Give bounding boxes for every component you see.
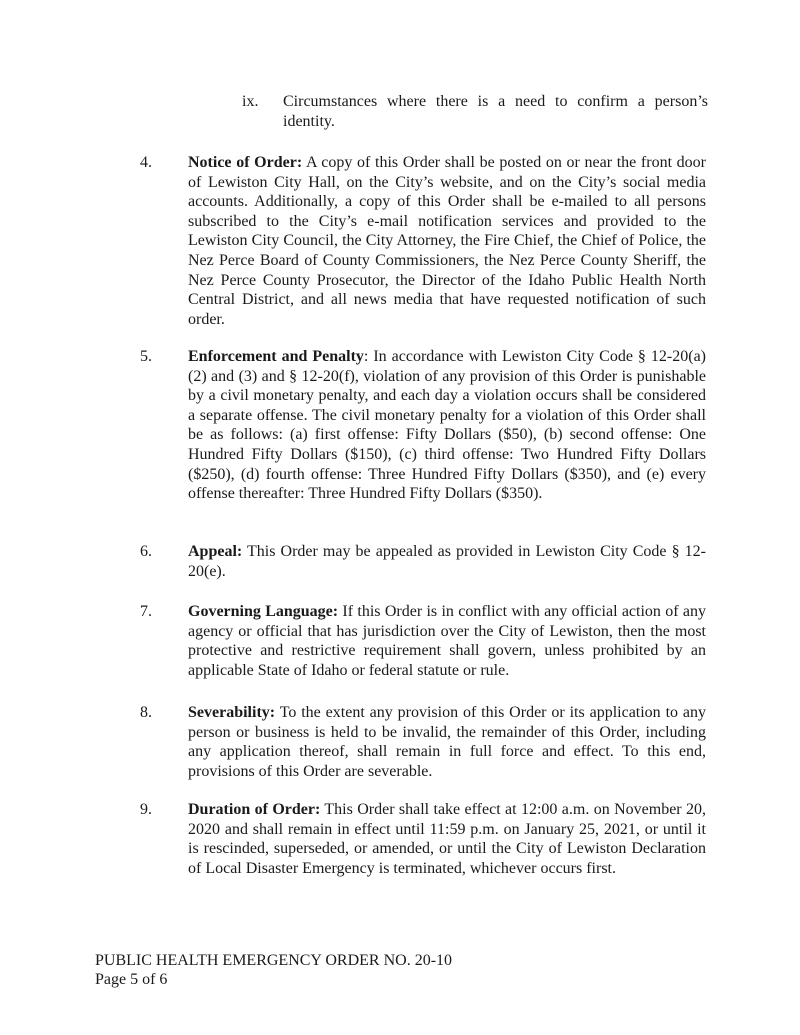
subitem-ix bbox=[242, 92, 708, 132]
section-heading: Severability: bbox=[188, 704, 276, 721]
section-text: If this Order is in conflict with any official action of any agency or official that has jurisdiction over the City of Lewiston, then the most protective and restrictive requirement shall govern, unless prohibited by an applicable State of Idaho or federal statute or rule. bbox=[188, 603, 706, 679]
section-severability bbox=[140, 703, 706, 781]
section-number: 8. bbox=[140, 704, 152, 721]
section-heading: Notice of Order: bbox=[188, 154, 303, 171]
section-body bbox=[188, 347, 706, 504]
section-heading: Enforcement and Penalty bbox=[188, 348, 364, 365]
section-body bbox=[188, 800, 706, 878]
section-notice-of-order bbox=[140, 153, 706, 329]
section-duration-of-order bbox=[140, 800, 706, 878]
section-heading: Duration of Order: bbox=[188, 801, 321, 818]
section-text: This Order shall take effect at 12:00 a.m. on November 20, 2020 and shall remain in effect until 11:59 p.m. on January 25, 2021, or until it is rescinded, superseded, or amended, or until the City of Lewiston Declaration of Local Disaster Emergency is terminated, whichever occurs first. bbox=[188, 801, 706, 877]
section-heading: Appeal: bbox=[188, 543, 243, 560]
subitem-number: ix. bbox=[242, 93, 259, 110]
subitem-text: Circumstances where there is a need to confirm a person’s identity. bbox=[283, 93, 708, 130]
section-number: 6. bbox=[140, 543, 152, 560]
section-governing-language bbox=[140, 602, 706, 680]
section-heading: Governing Language: bbox=[188, 603, 339, 620]
section-number: 5. bbox=[140, 348, 152, 365]
section-body bbox=[188, 602, 706, 680]
section-number: 9. bbox=[140, 801, 152, 818]
page-footer bbox=[95, 951, 452, 989]
section-text: This Order may be appealed as provided in Lewiston City Code § 12-20(e). bbox=[188, 543, 706, 580]
section-appeal bbox=[140, 542, 706, 581]
footer-order-title: PUBLIC HEALTH EMERGENCY ORDER NO. 20-10 bbox=[95, 952, 453, 969]
section-body bbox=[188, 542, 706, 581]
section-text: : In accordance with Lewiston City Code § 12-20(a)(2) and (3) and § 12-20(f), violation of any provision of this Order is punishable by a civil monetary penalty, and each day a violation occurs shall be considered a separate offense. The civil monetary penalty for a violation of this Order shall be as follows: (a) first offense: Fifty Dollars ($50), (b) second offense: One Hundred Fifty Dollars ($150), (c) third offense: Two Hundred Fifty Dollars ($250), (d) fourth offense: Three Hundred Fifty Dollars ($350), and (e) every offense thereafter: Three Hundred Fifty Dollars ($350). bbox=[188, 348, 706, 503]
section-text: A copy of this Order shall be posted on or near the front door of Lewiston City Hall, on the City’s website, and on the City’s social media accounts. Additionally, a copy of this Order shall be e-mailed to all persons subscribed to the City’s e-mail notification services and provided to the Lewiston City Council, the City Attorney, the Fire Chief, the Chief of Police, the Nez Perce Board of County Commissioners, the Nez Perce County Sheriff, the Nez Perce County Prosecutor, the Director of the Idaho Public Health North Central District, and all news media that have requested notification of such order. bbox=[188, 154, 707, 328]
footer-page-number: Page 5 of 6 bbox=[95, 971, 168, 988]
section-enforcement-and-penalty bbox=[140, 347, 706, 504]
section-body bbox=[188, 153, 706, 329]
section-number: 7. bbox=[140, 603, 152, 620]
section-body bbox=[188, 703, 706, 781]
section-number: 4. bbox=[140, 154, 152, 171]
section-text: To the extent any provision of this Order or its application to any person or business is held to be invalid, the remainder of this Order, including any application thereof, shall remain in full force and effect. To this end, provisions of this Order are severable. bbox=[188, 704, 706, 780]
